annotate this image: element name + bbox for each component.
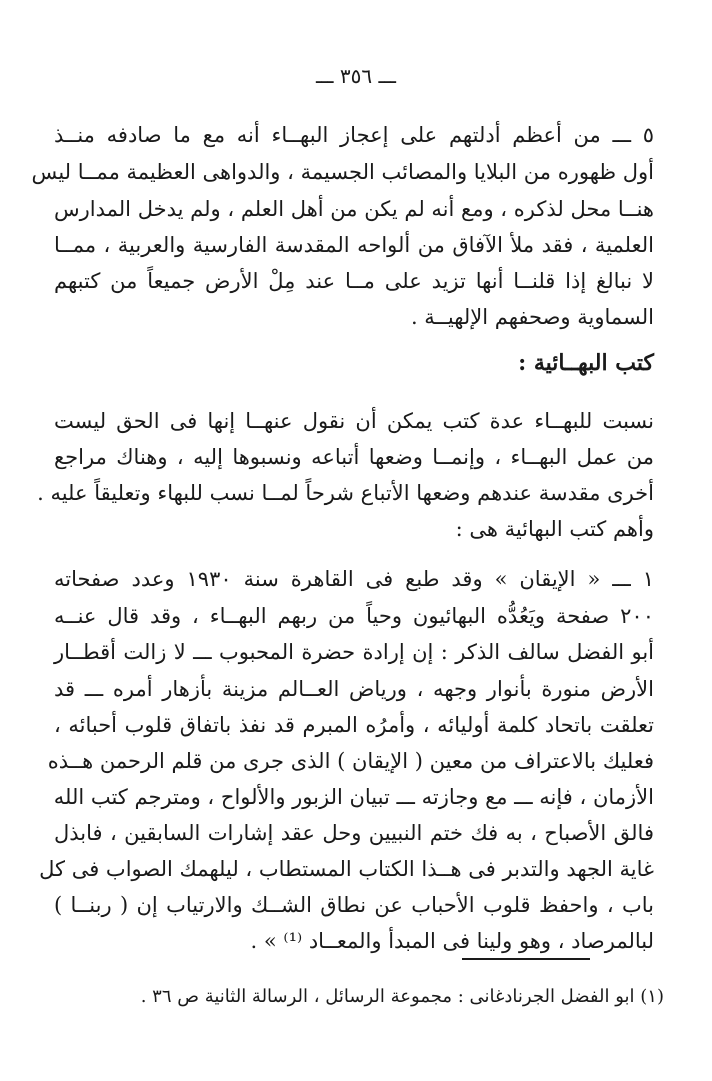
text-line: غاية الجهد والتدبر فى هــذا الكتاب المستطاب ، ليلهمك الصواب فى كل xyxy=(39,857,654,881)
text-line: لا نبالغ إذا قلنــا أنها تزيد على مــا عند مِلْ الأرض جميعاً من كتبهم xyxy=(54,269,654,293)
text-line: ٢٠٠ صفحة ويَعُدُّه البهائيون وحياً من ربهم البهــاء ، وقد قال عنــه xyxy=(54,604,654,628)
text-line: أبو الفضل سالف الذكر : إن إرادة حضرة المحبوب ـــ لا زالت أقطــار xyxy=(54,640,654,664)
text-line: وأهم كتب البهائية هى : xyxy=(455,517,654,541)
text-line: فالق الأصباح ، به فك ختم النبيين وحل عقد إشارات السابقين ، فابذل xyxy=(54,821,654,845)
text-line: تعلقت باتحاد كلمة أوليائه ، وأمرُه المبرم قد نفذ باتفاق قلوب أحبائه ، xyxy=(54,713,654,737)
text-line: باب ، واحفظ قلوب الأحباب عن نطاق الشــك والارتياب إن ( ربنــا ) xyxy=(54,893,654,917)
text-line: الأزمان ، فإنه ـــ مع وجازته ـــ تبيان الزبور والألواح ، ومترجم كتب الله xyxy=(53,785,654,809)
page-number: ـــ ٣٥٦ ـــ xyxy=(315,64,397,88)
text-line: الأرض منورة بأنوار وجهه ، ورياض العــالم مزينة بأزهار أمره ـــ قد xyxy=(54,677,654,701)
text-line: فعليك بالاعتراف من معين ( الإيقان ) الذى جرى من قلم الرحمن هــذه xyxy=(47,749,654,773)
section-heading: كتب البهــائية : xyxy=(518,350,654,376)
text-line: هنــا محل لذكره ، ومع أنه لم يكن من أهل العلم ، ولم يدخل المدارس xyxy=(54,197,654,221)
text-line: السماوية وصحفهم الإلهيــة . xyxy=(410,305,654,329)
text-line: ١ ـــ « الإيقان » وقد طبع فى القاهرة سنة ١٩٣٠ وعدد صفحاته xyxy=(54,567,654,591)
footnote-divider xyxy=(462,958,590,960)
text-line: أخرى مقدسة عندهم وضعها الأتباع شرحاً لمــا نسب للبهاء وتعليقاً عليه . xyxy=(37,481,654,505)
footnote: (١) ابو الفضل الجرنادغانى : مجموعة الرسائل ، الرسالة الثانية ص ٣٦ . xyxy=(140,986,664,1007)
text-line: نسبت للبهــاء عدة كتب يمكن أن نقول عنهــا إنها فى الحق ليست xyxy=(54,409,654,433)
text-line: من عمل البهــاء ، وإنمــا وضعها أتباعه ونسبوها إليه ، وهناك مراجع xyxy=(54,445,654,469)
text-line: العلمية ، فقد ملأ الآفاق من ألواحه المقدسة الفارسية والعربية ، ممــا xyxy=(54,233,654,257)
text-line: أول ظهوره من البلايا والمصائب الجسيمة ، والدواهى العظيمة ممــا ليس xyxy=(31,160,654,184)
text-line: لبالمرصاد ، وهو ولينا فى المبدأ والمعــاد ⁽¹⁾ » . xyxy=(250,929,654,953)
text-line: ٥ ـــ من أعظم أدلتهم على إعجاز البهــاء أنه مع ما صادفه منــذ xyxy=(54,123,654,147)
